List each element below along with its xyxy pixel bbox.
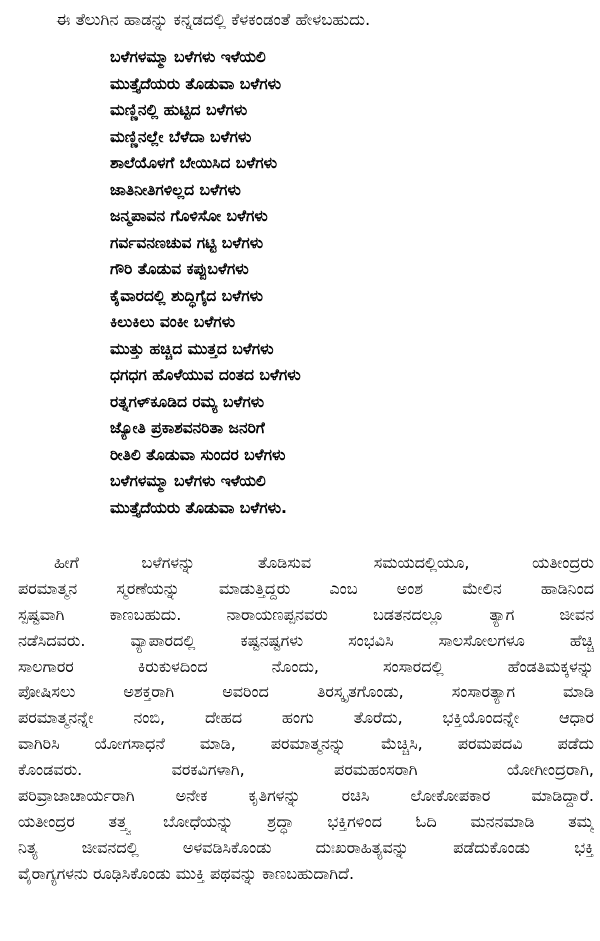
paragraph-line: ನಡೆಸಿದವರು. ವ್ಯಾಪಾರದಲ್ಲಿ ಕಷ್ಟನಷ್ಟಗಳು ಸಂಭವಿಸಿ ಸಾಲಸೋಲಗಳೂ ಹೆಚ್ಚಿ bbox=[18, 630, 594, 650]
paragraph-line: ಪರಿವ್ರಾಜಾಚಾರ್ಯರಾಗಿ ಅನೇಕ ಕೃತಿಗಳನ್ನು ರಚಿಸಿ ಲೋಕೋಪಕಾರ ಮಾಡಿದ್ದಾರೆ. bbox=[18, 786, 594, 806]
verse-line: ಮುತ್ತೈದೆಯರು ತೊಡುವಾ ಬಳೆಗಳು bbox=[110, 74, 282, 93]
verse-line: ಜನ್ಮಪಾವನ ಗೊಳಿಸೋ ಬಳೆಗಳು bbox=[110, 207, 268, 225]
verse-line: ಜ್ಯೋತಿ ಪ್ರಕಾಶವನರಿತಾ ಜನರಿಗೆ bbox=[110, 419, 265, 437]
verse-line: ಬಳೆಗಳಮ್ಮಾ ಬಳೆಗಳು ಇಳೆಯಲಿ bbox=[110, 48, 266, 66]
body-paragraph bbox=[18, 550, 594, 887]
verse-line: ಮಣ್ಣಿನಲ್ಲೇ ಬೆಳೆದಾ ಬಳೆಗಳು bbox=[110, 127, 252, 146]
paragraph-line: ಹೀಗೆ ಬಳೆಗಳನ್ನು ತೊಡಿಸುವ ಸಮಯದಲ್ಲಿಯೂ, ಯತೀಂದ್ರರು bbox=[54, 553, 594, 572]
paragraph-line: ಪೋಷಿಸಲು ಅಶಕ್ತರಾಗಿ ಅವರಿಂದ ತಿರಸ್ಕೃತಗೊಂಡು, ಸಂಸಾರತ್ಯಾಗ ಮಾಡಿ bbox=[18, 682, 594, 702]
paragraph-line: ನಿತ್ಯ ಜೀವನದಲ್ಲಿ ಅಳವಡಿಸಿಕೊಂಡು ದುಃಖರಾಹಿತ್ಯವನ್ನು ಪಡೆದುಕೊಂಡು ಭಕ್ತಿ bbox=[18, 837, 594, 857]
verse-line: ಮುತ್ತೈದೆಯರು ತೊಡುವಾ ಬಳೆಗಳು. bbox=[110, 498, 287, 517]
paragraph-line: ವಾಗಿರಿಸಿ ಯೋಗಸಾಧನೆ ಮಾಡಿ, ಪರಮಾತ್ಮನನ್ನು ಮೆಚ್ಚಿಸಿ, ಪರಮಪದವಿ ಪಡೆದು bbox=[18, 734, 594, 754]
verse-line: ಮಣ್ಣಿನಲ್ಲಿ ಹುಟ್ಟಿದ ಬಳೆಗಳು bbox=[110, 101, 248, 119]
paragraph-line: ಯತೀಂದ್ರರ ತತ್ತ್ವ ಬೋಧೆಯನ್ನು ಶ್ರದ್ಧಾ ಭಕ್ತಿಗಳಿಂದ ಓದಿ ಮನನಮಾಡಿ ತಮ್ಮ bbox=[18, 811, 594, 831]
verse-line: ರತ್ನಗಳ್‌ಕೂಡಿದ ರಮ್ಯ ಬಳೆಗಳು bbox=[110, 392, 265, 411]
paragraph-line: ಪರಮಾತ್ಮನ ಸ್ಮರಣೆಯನ್ನು ಮಾಡುತ್ತಿದ್ದರು ಎಂಬ ಅಂಶ ಮೇಲಿನ ಹಾಡಿನಿಂದ bbox=[18, 578, 594, 598]
intro-line: ಈ ತೆಲುಗಿನ ಹಾಡನ್ನು ಕನ್ನಡದಲ್ಲಿ ಕೆಳಕಂಡಂತೆ ಹೇಳಬಹುದು. bbox=[56, 10, 371, 29]
verse-line: ಮುತ್ತು ಹಚ್ಚಿದ ಮುತ್ತದ ಬಳೆಗಳು bbox=[110, 339, 274, 358]
verse-line: ಬಳೆಗಳಮ್ಮಾ ಬಳೆಗಳು ಇಳೆಯಲಿ bbox=[110, 472, 266, 490]
paragraph-line: ಸಾಲಗಾರರ ಕಿರುಕುಳದಿಂದ ನೊಂದು, ಸಂಸಾರದಲ್ಲಿ ಹೆಂಡತಿಮಕ್ಕಳನ್ನು bbox=[18, 656, 594, 676]
paragraph-line: ಸ್ಪಷ್ಟವಾಗಿ ಕಾಣಬಹುದು. ನಾರಾಯಣಪ್ಪನವರು ಬಡತನದಲ್ಲೂ ತ್ಯಾಗ ಜೀವನ bbox=[18, 604, 594, 624]
verse-line: ರೀತಿಲಿ ತೊಡುವಾ ಸುಂದರ ಬಳೆಗಳು bbox=[110, 445, 286, 464]
verse-line: ಜಾತಿನೀತಿಗಳಿಲ್ಲದ ಬಳೆಗಳು bbox=[110, 180, 241, 199]
verse-line: ಗರ್ವವನಣಚುವ ಗಟ್ಟಿ ಬಳೆಗಳು bbox=[110, 233, 264, 252]
paragraph-line: ಪರಮಾತ್ಮನನ್ನೇ ನಂಬಿ, ದೇಹದ ಹಂಗು ತೊರೆದು, ಭಕ್ತಿಯೊಂದನ್ನೇ ಆಧಾರ bbox=[18, 708, 594, 728]
verse-line: ಕಿಲುಕಿಲು ವಂಕೀ ಬಳೆಗಳು bbox=[110, 313, 236, 331]
verse-line: ಧಗಧಗ ಹೊಳೆಯುವ ದಂತದ ಬಳೆಗಳು bbox=[110, 366, 301, 384]
verse-line: ಗೌರಿ ತೊಡುವ ಕಪ್ಪುಬಳೆಗಳು bbox=[110, 260, 249, 278]
paragraph-line: ವೈರಾಗ್ಯಗಳನು ರೂಢಿಸಿಕೊಂಡು ಮುಕ್ತಿ ಪಥವನ್ನು ಕಾಣಬಹುದಾಗಿದೆ. bbox=[18, 863, 355, 883]
verse-line: ಕೈವಾರದಲ್ಲಿ ಶುದ್ಧಿಗೈದ ಬಳೆಗಳು bbox=[110, 286, 263, 305]
paragraph-line: ಕೊಂಡವರು. ವರಕವಿಗಳಾಗಿ, ಪರಮಹಂಸರಾಗಿ ಯೋಗೀಂದ್ರರಾಗಿ, bbox=[18, 760, 594, 780]
verse-line: ಶಾಲೆಯೊಳಗೆ ಬೇಯಿಸಿದ ಬಳೆಗಳು bbox=[110, 154, 278, 172]
song-verse bbox=[110, 44, 301, 521]
